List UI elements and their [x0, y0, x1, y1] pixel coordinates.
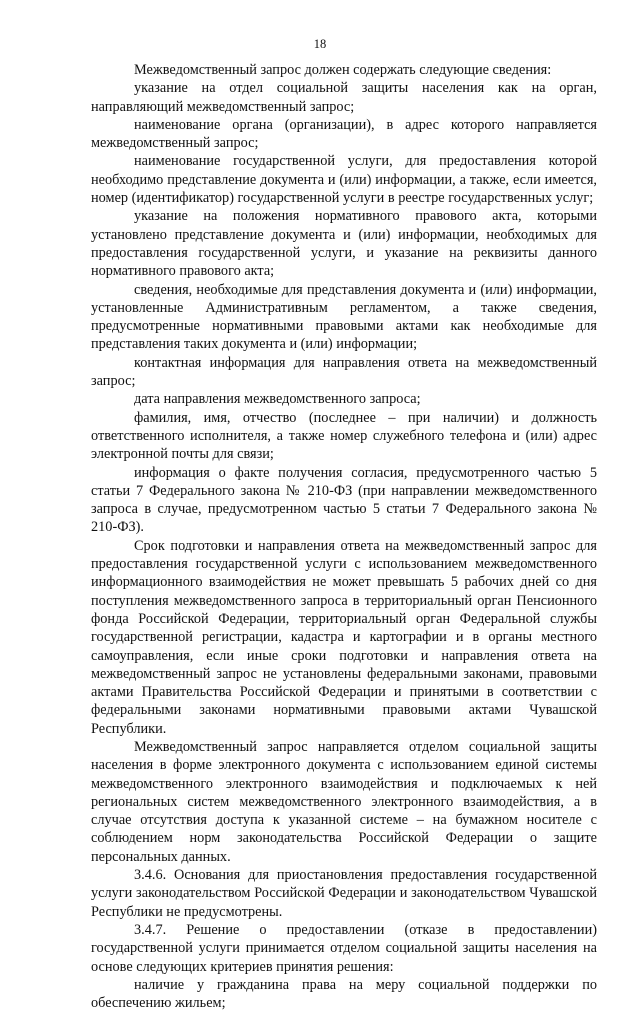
- document-body: [91, 61, 597, 1012]
- paragraph: наименование государственной услуги, для предоставления которой необходимо представление документа и (или) информации, а также, если имеется, номер (идентификатор) государственной услуги в реестре государственных услуг;: [91, 153, 597, 207]
- paragraph: Межведомственный запрос должен содержать следующие сведения:: [134, 62, 552, 78]
- paragraph: указание на положения нормативного правового акта, которыми установлено представление документа и (или) информации, необходимых для предоставления государственной услуги, и указание на реквизиты данного нормативного правового акта;: [91, 208, 597, 280]
- paragraph: указание на отдел социальной защиты населения как на орган, направляющий межведомственный запрос;: [91, 80, 597, 115]
- paragraph: наименование органа (организации), в адрес которого направляется межведомственный запрос;: [91, 116, 597, 152]
- paragraph: Межведомственный запрос направляется отделом социальной защиты населения в форме электронного документа с использованием единой системы межведомственного электронного взаимодействия и подключаемых к ней региональных систем межведомственного электронного взаимодействия, а в случае отсутствия доступа к указанной системе – на бумажном носителе с соблюдением норм законодательства Российской Федерации о защите персональных данных.: [91, 738, 597, 865]
- paragraph: контактная информация для направления ответа на межведомственный запрос;: [91, 354, 597, 390]
- paragraph: информация о факте получения согласия, предусмотренного частью 5 статьи 7 Федерального закона № 210-ФЗ (при направлении межведомственного запроса в случае, предусмотренном частью 5 статьи 7 Федерального закона № 210-ФЗ).: [91, 464, 597, 536]
- paragraph: Срок подготовки и направления ответа на межведомственный запрос для предоставления государственной услуги с использованием межведомственного информационного взаимодействия не может превышать 5 рабочих дней со дня поступления межведомственного запроса в территориальный орган Пенсионного фонда Российской Федерации, территориальный орган Федеральной службы государственной регистрации, кадастра и картографии и в органы местного самоуправления, если иные сроки подготовки и направления ответа на межведомственный запрос не установлены федеральными законами, правовыми актами Правительства Российской Федерации и принятыми в соответствии с федеральными законами нормативными правовыми актами Чувашской Республики.: [91, 537, 597, 737]
- paragraph: наличие у гражданина права на меру социальной поддержки по обеспечению жильем;: [91, 976, 597, 1012]
- paragraph: сведения, необходимые для представления документа и (или) информации, установленные Административным регламентом, а также сведения, предусмотренные нормативными правовыми актами как необходимые для представления таких документа и (или) информации;: [91, 281, 597, 353]
- paragraph: 3.4.7. Решение о предоставлении (отказе в предоставлении) государственной услуги принимается отделом социальной защиты населения на основе следующих критериев принятия решения:: [91, 921, 597, 975]
- page-number: 18: [313, 37, 327, 51]
- paragraph: 3.4.6. Основания для приостановления предоставления государственной услуги законодательством Российской Федерации и законодательством Чувашской Республики не предусмотрены.: [91, 867, 597, 920]
- paragraph: фамилия, имя, отчество (последнее – при наличии) и должность ответственного исполнителя, а также номер служебного телефона и (или) адрес электронной почты для связи;: [91, 409, 597, 463]
- paragraph: дата направления межведомственного запроса;: [134, 391, 421, 408]
